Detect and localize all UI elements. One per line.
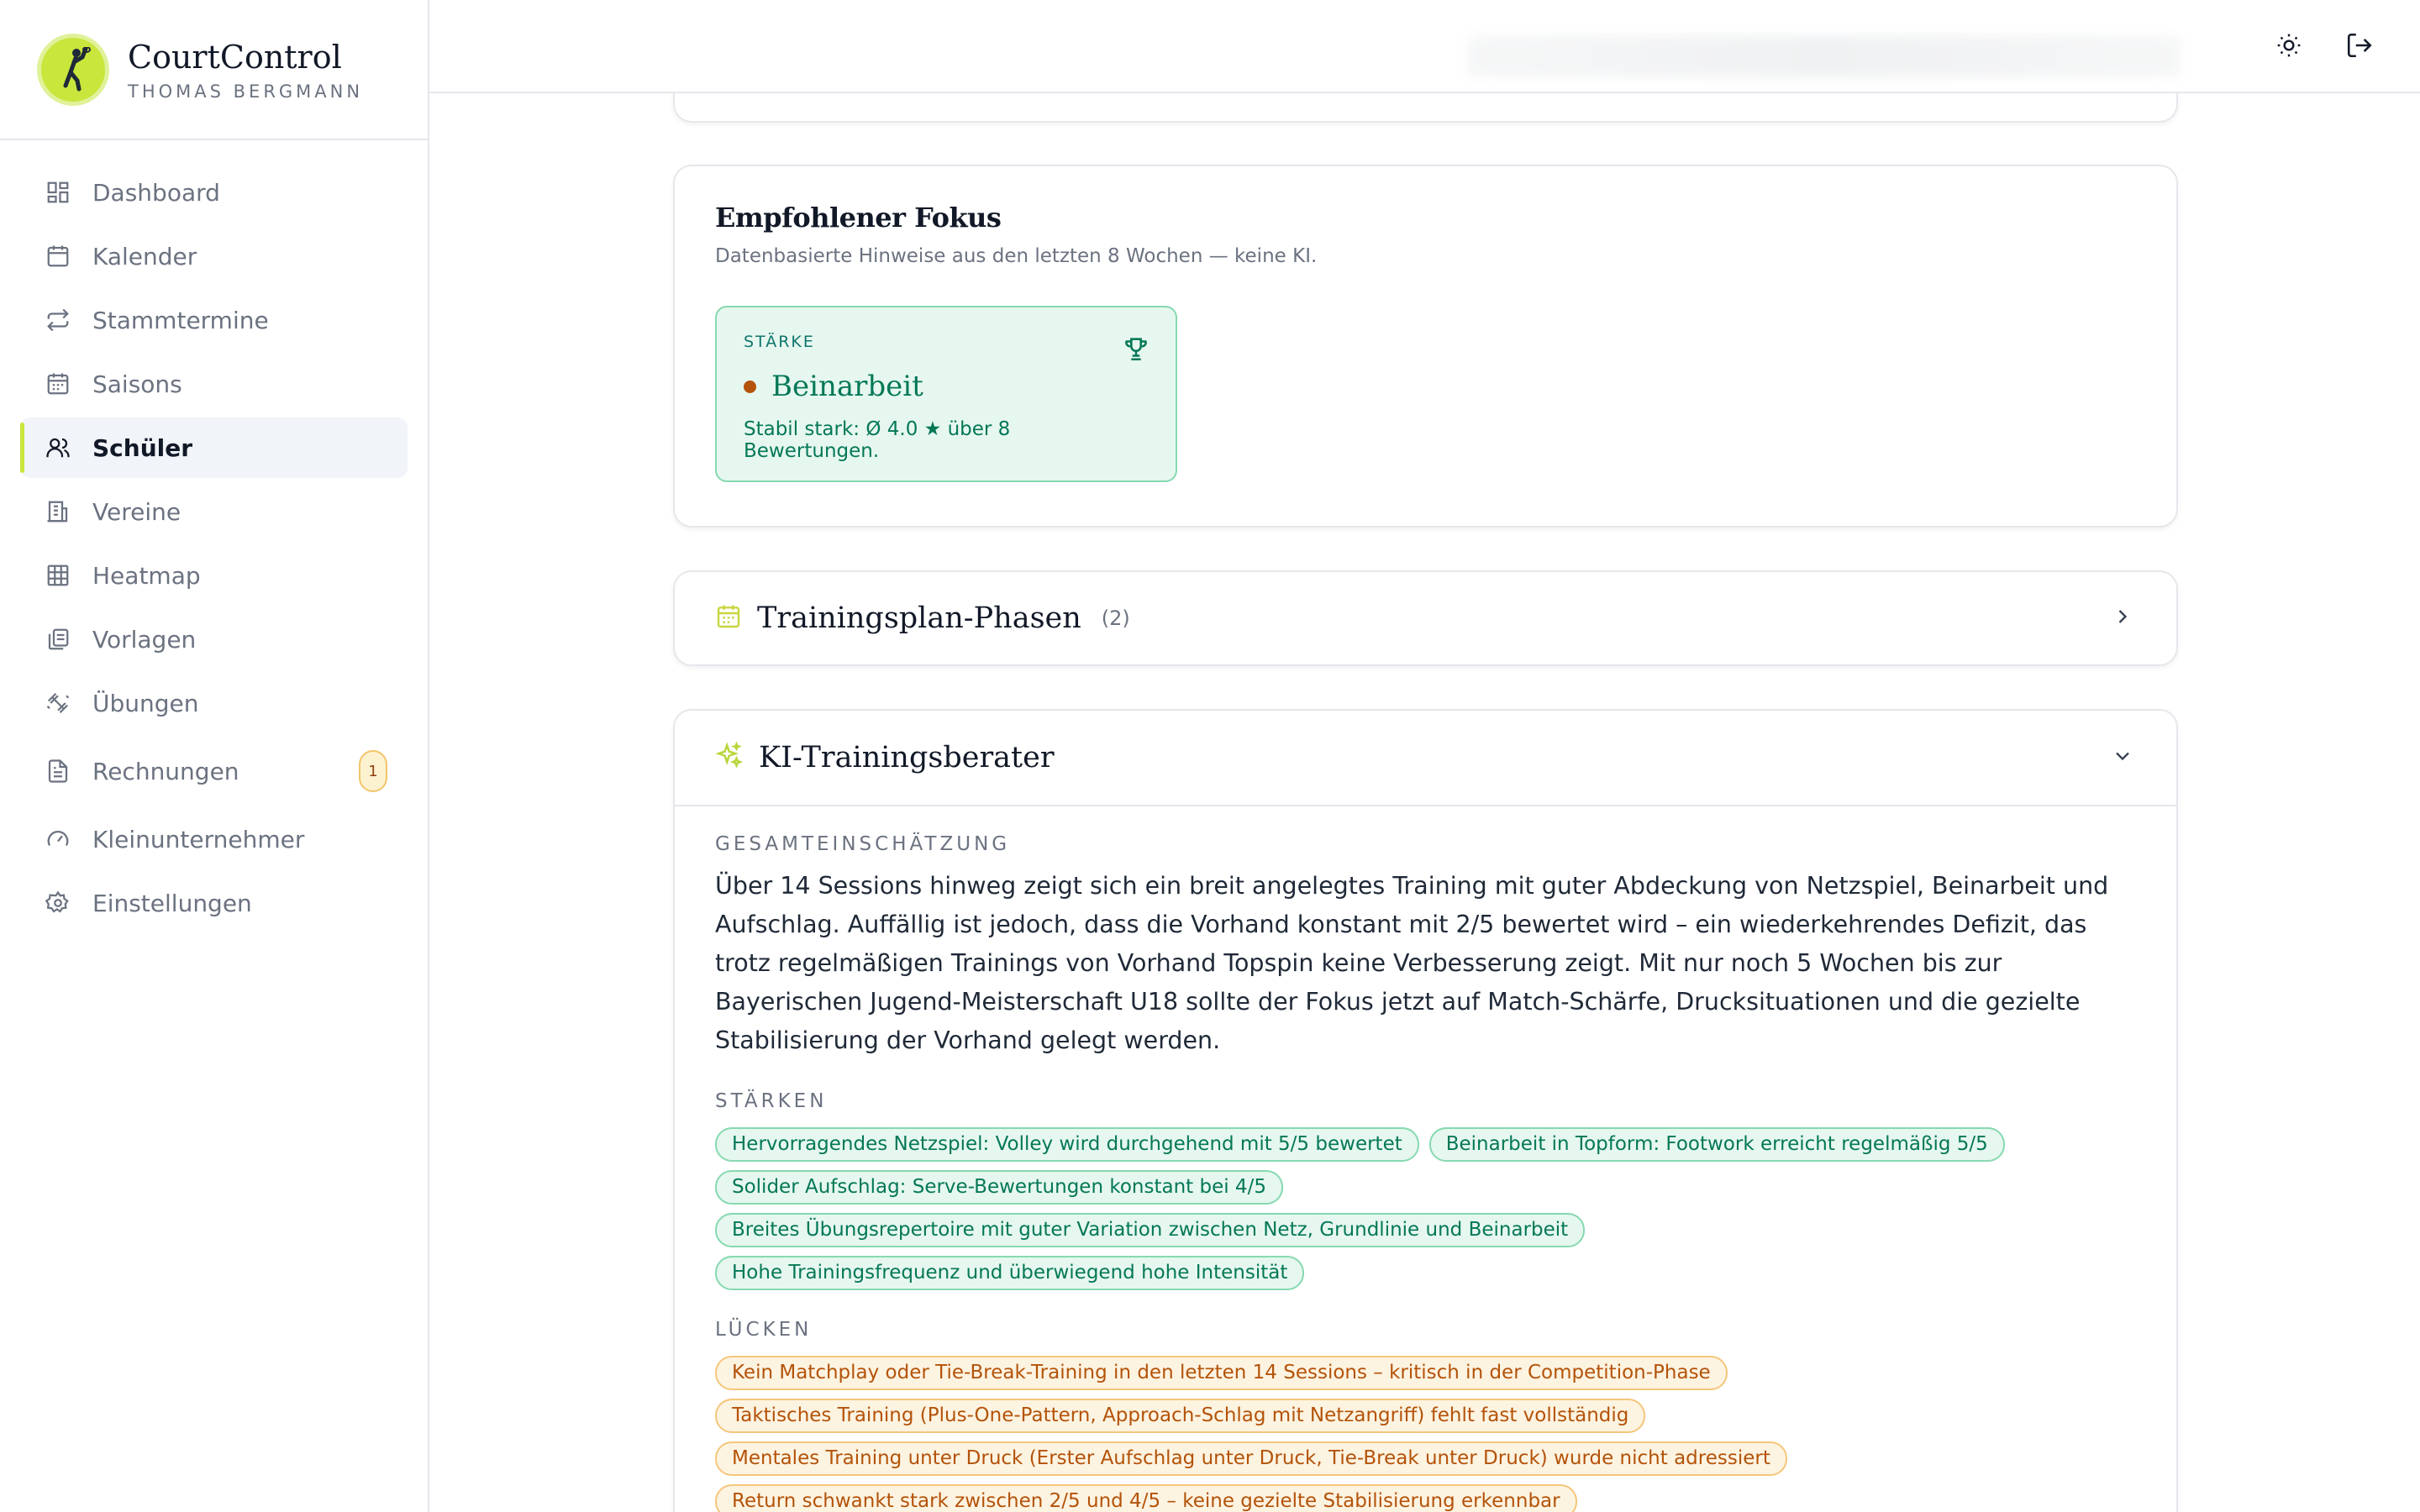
user-name: THOMAS BERGMANN <box>128 81 364 102</box>
strength-tag: STÄRKE <box>744 333 815 351</box>
theme-toggle-button[interactable] <box>2272 30 2306 64</box>
strengths-list <box>715 1127 2110 1290</box>
gap-chip: Taktisches Training (Plus-One-Pattern, Approach-Schlag mit Netzangriff) fehlt fast vollständig <box>715 1399 1645 1433</box>
sidebar-item-kleinunternehmer[interactable] <box>20 809 408 869</box>
focus-title: Empfohlener Fokus <box>715 202 1002 234</box>
strength-name: Beinarbeit <box>771 370 923 403</box>
sidebar-nav <box>0 140 428 933</box>
ai-training-advisor-card <box>673 709 2178 1512</box>
sidebar-item-kalender[interactable] <box>20 226 408 286</box>
sidebar-item-schueler[interactable] <box>20 417 408 478</box>
sparkles-icon <box>715 742 744 774</box>
strength-chip: Hervorragendes Netzspiel: Volley wird durchgehend mit 5/5 bewertet <box>715 1127 1419 1162</box>
sidebar-item-label: Schüler <box>92 433 193 462</box>
overall-text: Über 14 Sessions hinweg zeigt sich ein breit angelegtes Training mit guter Abdeckung von Netzspiel, Beinarbeit und Aufschlag. Auffällig ist jedoch, dass die Vorhand konstant mit 2/5 bewertet wird – ein wiederkehrendes Defizit, das trotz regelmäßigen Trainings von Vorhand Topspin keine Verbesserung zeigt. Mit nur noch 5 Wochen bis zur Bayerischen Jugend-Meisterschaft U18 sollte der Fokus jetzt auf Match-Schärfe, Drucksituationen und die gezielte Stabilisierung der Vorhand gelegt werden. <box>715 872 2109 1054</box>
dashboard-icon <box>44 178 72 207</box>
sun-icon <box>2275 32 2302 62</box>
building-icon <box>44 497 72 526</box>
sidebar-item-saisons[interactable] <box>20 354 408 414</box>
gaps-list <box>715 1356 2136 1512</box>
gear-icon <box>44 889 72 917</box>
sidebar-item-label: Kleinunternehmer <box>92 825 305 853</box>
dumbbell-icon <box>44 689 72 717</box>
overall-label: GESAMTEINSCHÄTZUNG <box>715 833 1011 855</box>
previous-card <box>673 93 2178 123</box>
main-content <box>429 93 2420 1512</box>
status-dot <box>744 381 756 393</box>
strength-chip: Breites Übungsrepertoire mit guter Variation zwischen Netz, Grundlinie und Beinarbeit <box>715 1213 1585 1247</box>
logout-icon <box>2345 31 2374 63</box>
calendar-icon <box>715 603 742 633</box>
strength-chip: Beinarbeit in Topform: Footwork erreicht regelmäßig 5/5 <box>1429 1127 2005 1162</box>
grid-icon <box>44 561 72 590</box>
chevron-down-icon[interactable] <box>2111 744 2134 771</box>
ai-advisor-header[interactable] <box>675 711 2176 806</box>
sidebar-item-label: Stammtermine <box>92 306 269 334</box>
gap-chip: Return schwankt stark zwischen 2/5 und 4/5 – keine gezielte Stabilisierung erkennbar <box>715 1484 1577 1512</box>
tennis-player-logo-icon <box>37 34 109 106</box>
focus-subtitle: Datenbasierte Hinweise aus den letzten 8 Wochen — keine KI. <box>715 245 1318 267</box>
ai-advisor-body <box>675 806 2176 1512</box>
logout-button[interactable] <box>2343 30 2376 64</box>
phases-count: (2) <box>1101 606 1130 630</box>
sidebar-item-uebungen[interactable] <box>20 673 408 733</box>
invoice-count-badge: 1 <box>359 750 387 792</box>
repeat-icon <box>44 306 72 334</box>
sidebar-item-label: Dashboard <box>92 178 220 207</box>
blurred-header-content <box>1467 35 2181 77</box>
sidebar-item-stammtermine[interactable] <box>20 290 408 350</box>
strength-chip: Hohe Trainingsfrequenz und überwiegend hohe Intensität <box>715 1256 1304 1290</box>
strength-description: Stabil stark: Ø 4.0 ★ über 8 Bewertungen. <box>744 418 1011 462</box>
sidebar-item-label: Kalender <box>92 242 197 270</box>
sidebar-item-dashboard[interactable] <box>20 162 408 223</box>
gap-chip: Mentales Training unter Druck (Erster Aufschlag unter Druck, Tie-Break unter Druck) wurde nicht adressiert <box>715 1441 1787 1476</box>
sidebar-item-label: Übungen <box>92 689 199 717</box>
training-phases-card[interactable] <box>673 570 2178 666</box>
sidebar <box>0 0 429 1512</box>
brand[interactable] <box>0 0 428 140</box>
sidebar-item-vorlagen[interactable] <box>20 609 408 669</box>
phases-title: Trainingsplan-Phasen <box>757 601 1081 635</box>
sidebar-item-label: Vorlagen <box>92 625 197 654</box>
file-text-icon <box>44 757 72 785</box>
gauge-icon <box>44 825 72 853</box>
strength-card <box>715 306 1177 482</box>
sidebar-item-label: Heatmap <box>92 561 201 590</box>
users-icon <box>44 433 72 462</box>
sidebar-item-einstellungen[interactable] <box>20 873 408 933</box>
sidebar-item-label: Rechnungen <box>92 757 239 785</box>
sidebar-item-vereine[interactable] <box>20 481 408 542</box>
topbar <box>429 0 2420 93</box>
trophy-icon <box>1122 334 1150 366</box>
strength-chip: Solider Aufschlag: Serve-Bewertungen konstant bei 4/5 <box>715 1170 1283 1205</box>
recommended-focus-card <box>673 165 2178 528</box>
sidebar-item-heatmap[interactable] <box>20 545 408 606</box>
ai-advisor-title: KI-Trainingsberater <box>759 741 1055 774</box>
calendar-grid-icon <box>44 370 72 398</box>
sidebar-item-rechnungen[interactable] <box>20 737 408 806</box>
gap-chip: Kein Matchplay oder Tie-Break-Training in den letzten 14 Sessions – kritisch in der Competition-Phase <box>715 1356 1728 1390</box>
app-name: CourtControl <box>128 38 342 76</box>
sidebar-item-label: Einstellungen <box>92 889 252 917</box>
sidebar-item-label: Saisons <box>92 370 182 398</box>
sidebar-item-label: Vereine <box>92 497 182 526</box>
strength-name-row <box>744 370 1149 403</box>
gaps-label: LÜCKEN <box>715 1319 813 1341</box>
chevron-right-icon[interactable] <box>2111 605 2134 632</box>
copy-icon <box>44 625 72 654</box>
strengths-label: STÄRKEN <box>715 1090 828 1112</box>
calendar-icon <box>44 242 72 270</box>
